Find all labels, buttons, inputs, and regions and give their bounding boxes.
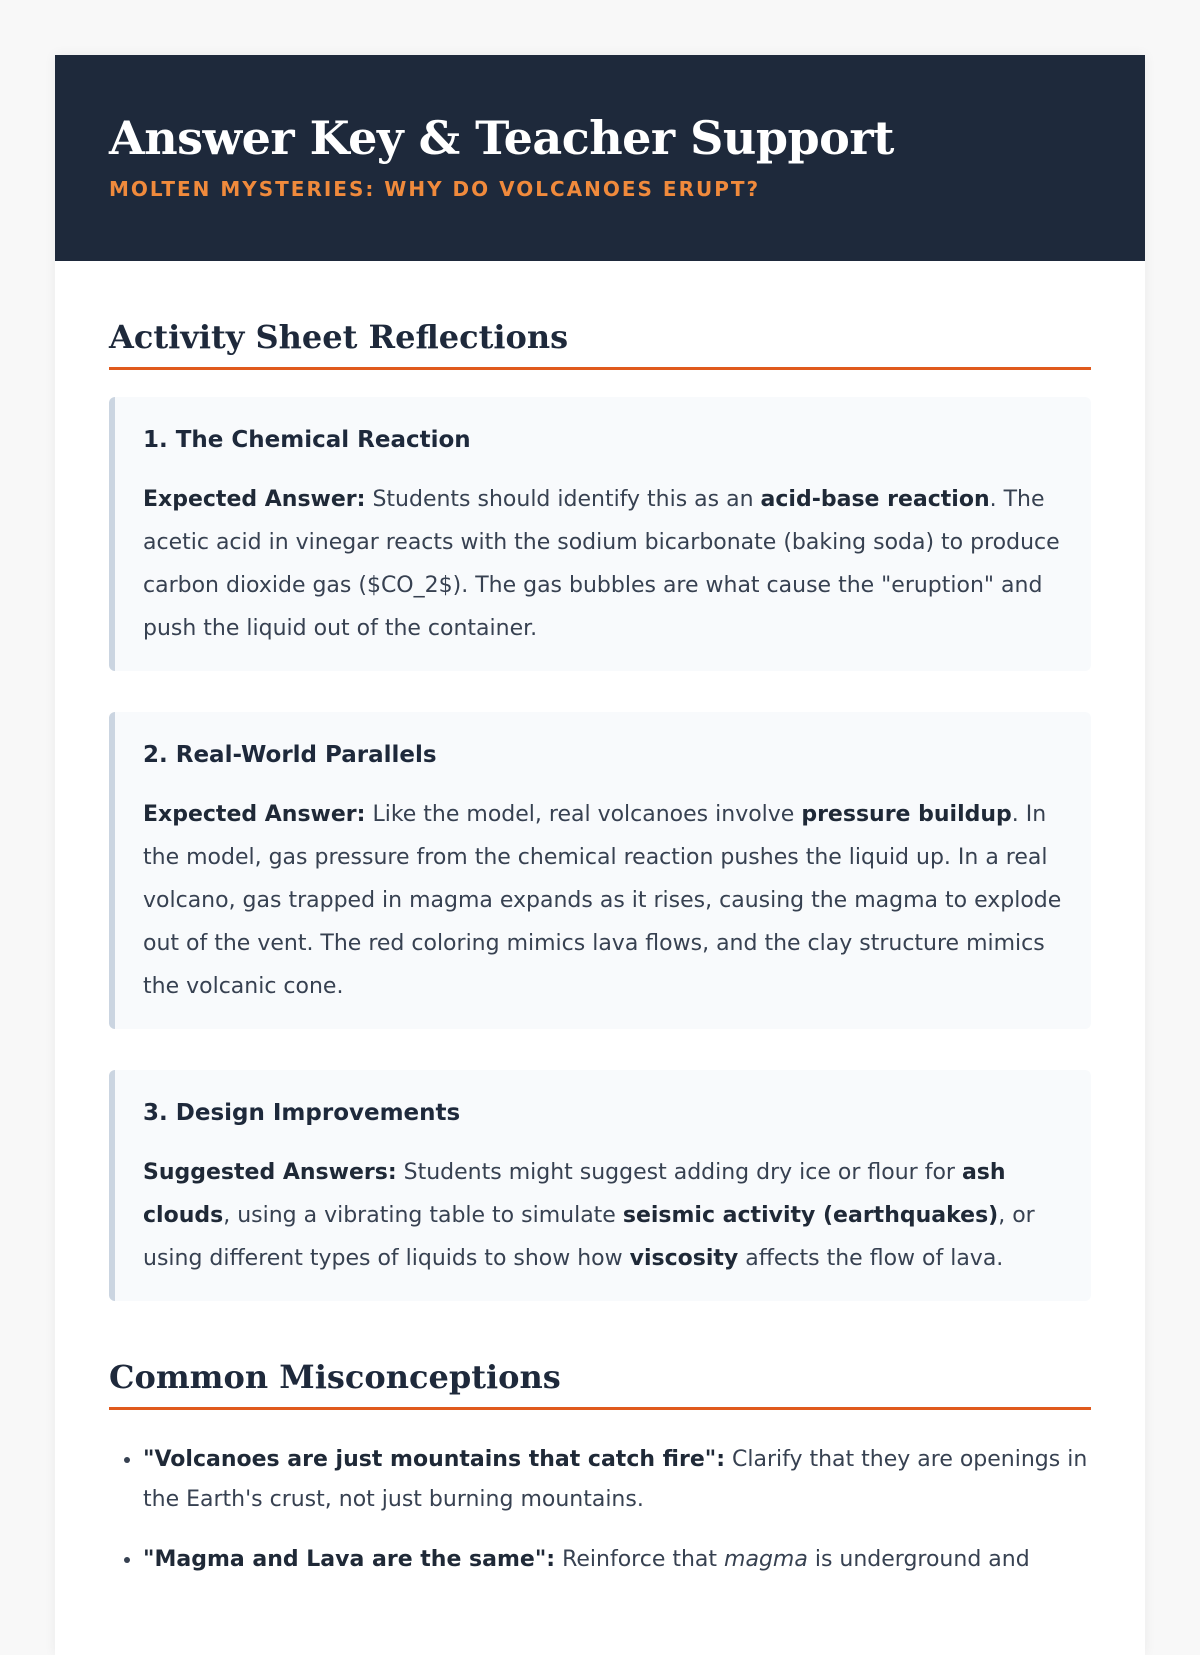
card-title: 1. The Chemical Reaction bbox=[143, 427, 471, 453]
misconceptions-list bbox=[109, 1440, 1091, 1580]
document-page bbox=[55, 55, 1145, 1655]
card-answer bbox=[143, 478, 1065, 650]
answer-text: affects the flow of lava. bbox=[738, 1246, 1004, 1271]
section-heading-reflections: Activity Sheet Reflections bbox=[109, 317, 1091, 370]
misconception-clarification: Reinforce that bbox=[555, 1547, 725, 1572]
reflection-card bbox=[109, 712, 1091, 1029]
list-item bbox=[143, 1440, 1091, 1520]
answer-keyword: pressure buildup bbox=[801, 802, 1012, 827]
answer-keyword: acid-base reaction bbox=[760, 487, 990, 512]
card-title: 3. Design Improvements bbox=[143, 1100, 461, 1126]
answer-text: Like the model, real volcanoes involve bbox=[365, 802, 802, 827]
answer-text: Students should identify this as an bbox=[365, 487, 761, 512]
answer-keyword: seismic activity (earthquakes) bbox=[622, 1203, 999, 1228]
answer-keyword: viscosity bbox=[629, 1246, 739, 1271]
misconception-statement: "Magma and Lava are the same": bbox=[143, 1547, 556, 1572]
misconception-statement: "Volcanoes are just mountains that catch fire": bbox=[143, 1447, 726, 1472]
answer-lead: Expected Answer: bbox=[143, 802, 366, 827]
answer-text: , using a vibrating table to simulate bbox=[223, 1203, 623, 1228]
card-title: 2. Real-World Parallels bbox=[143, 742, 437, 768]
reflection-card bbox=[109, 397, 1091, 671]
page-subtitle: MOLTEN MYSTERIES: WHY DO VOLCANOES ERUPT? bbox=[109, 177, 761, 201]
card-answer bbox=[143, 1151, 1065, 1280]
emphasis-term: magma bbox=[724, 1547, 808, 1572]
answer-keyword: ash clouds bbox=[143, 1160, 1006, 1228]
answer-text: . In the model, gas pressure from the chemical reaction pushes the liquid up. In a real volcano, gas trapped in magma expands as it rises, causing the magma to explode out of the vent. The red coloring mimics lava flows, and the clay structure mimics the volcanic cone. bbox=[143, 802, 1062, 999]
answer-lead: Suggested Answers: bbox=[143, 1160, 397, 1185]
main-content bbox=[55, 317, 1145, 1580]
misconception-clarification: Clarify that they are openings in the Earth's crust, not just burning mountains. bbox=[143, 1447, 1088, 1512]
card-answer bbox=[143, 793, 1065, 1008]
answer-lead: Expected Answer: bbox=[143, 487, 366, 512]
page-title: Answer Key & Teacher Support bbox=[109, 111, 894, 165]
answer-text: . The acetic acid in vinegar reacts with the sodium bicarbonate (baking soda) to produce carbon dioxide gas ($CO_2$). The gas bubbles are what cause the "eruption" and push the liquid out of the container. bbox=[143, 487, 1060, 641]
misconception-clarification: is underground and bbox=[807, 1547, 1030, 1572]
section-heading-misconceptions: Common Misconceptions bbox=[109, 1357, 1091, 1410]
header-banner bbox=[55, 55, 1145, 261]
answer-text: , or using different types of liquids to show how bbox=[143, 1203, 1035, 1271]
answer-text: Students might suggest adding dry ice or flour for bbox=[396, 1160, 962, 1185]
list-item bbox=[143, 1540, 1091, 1580]
reflection-card bbox=[109, 1070, 1091, 1301]
